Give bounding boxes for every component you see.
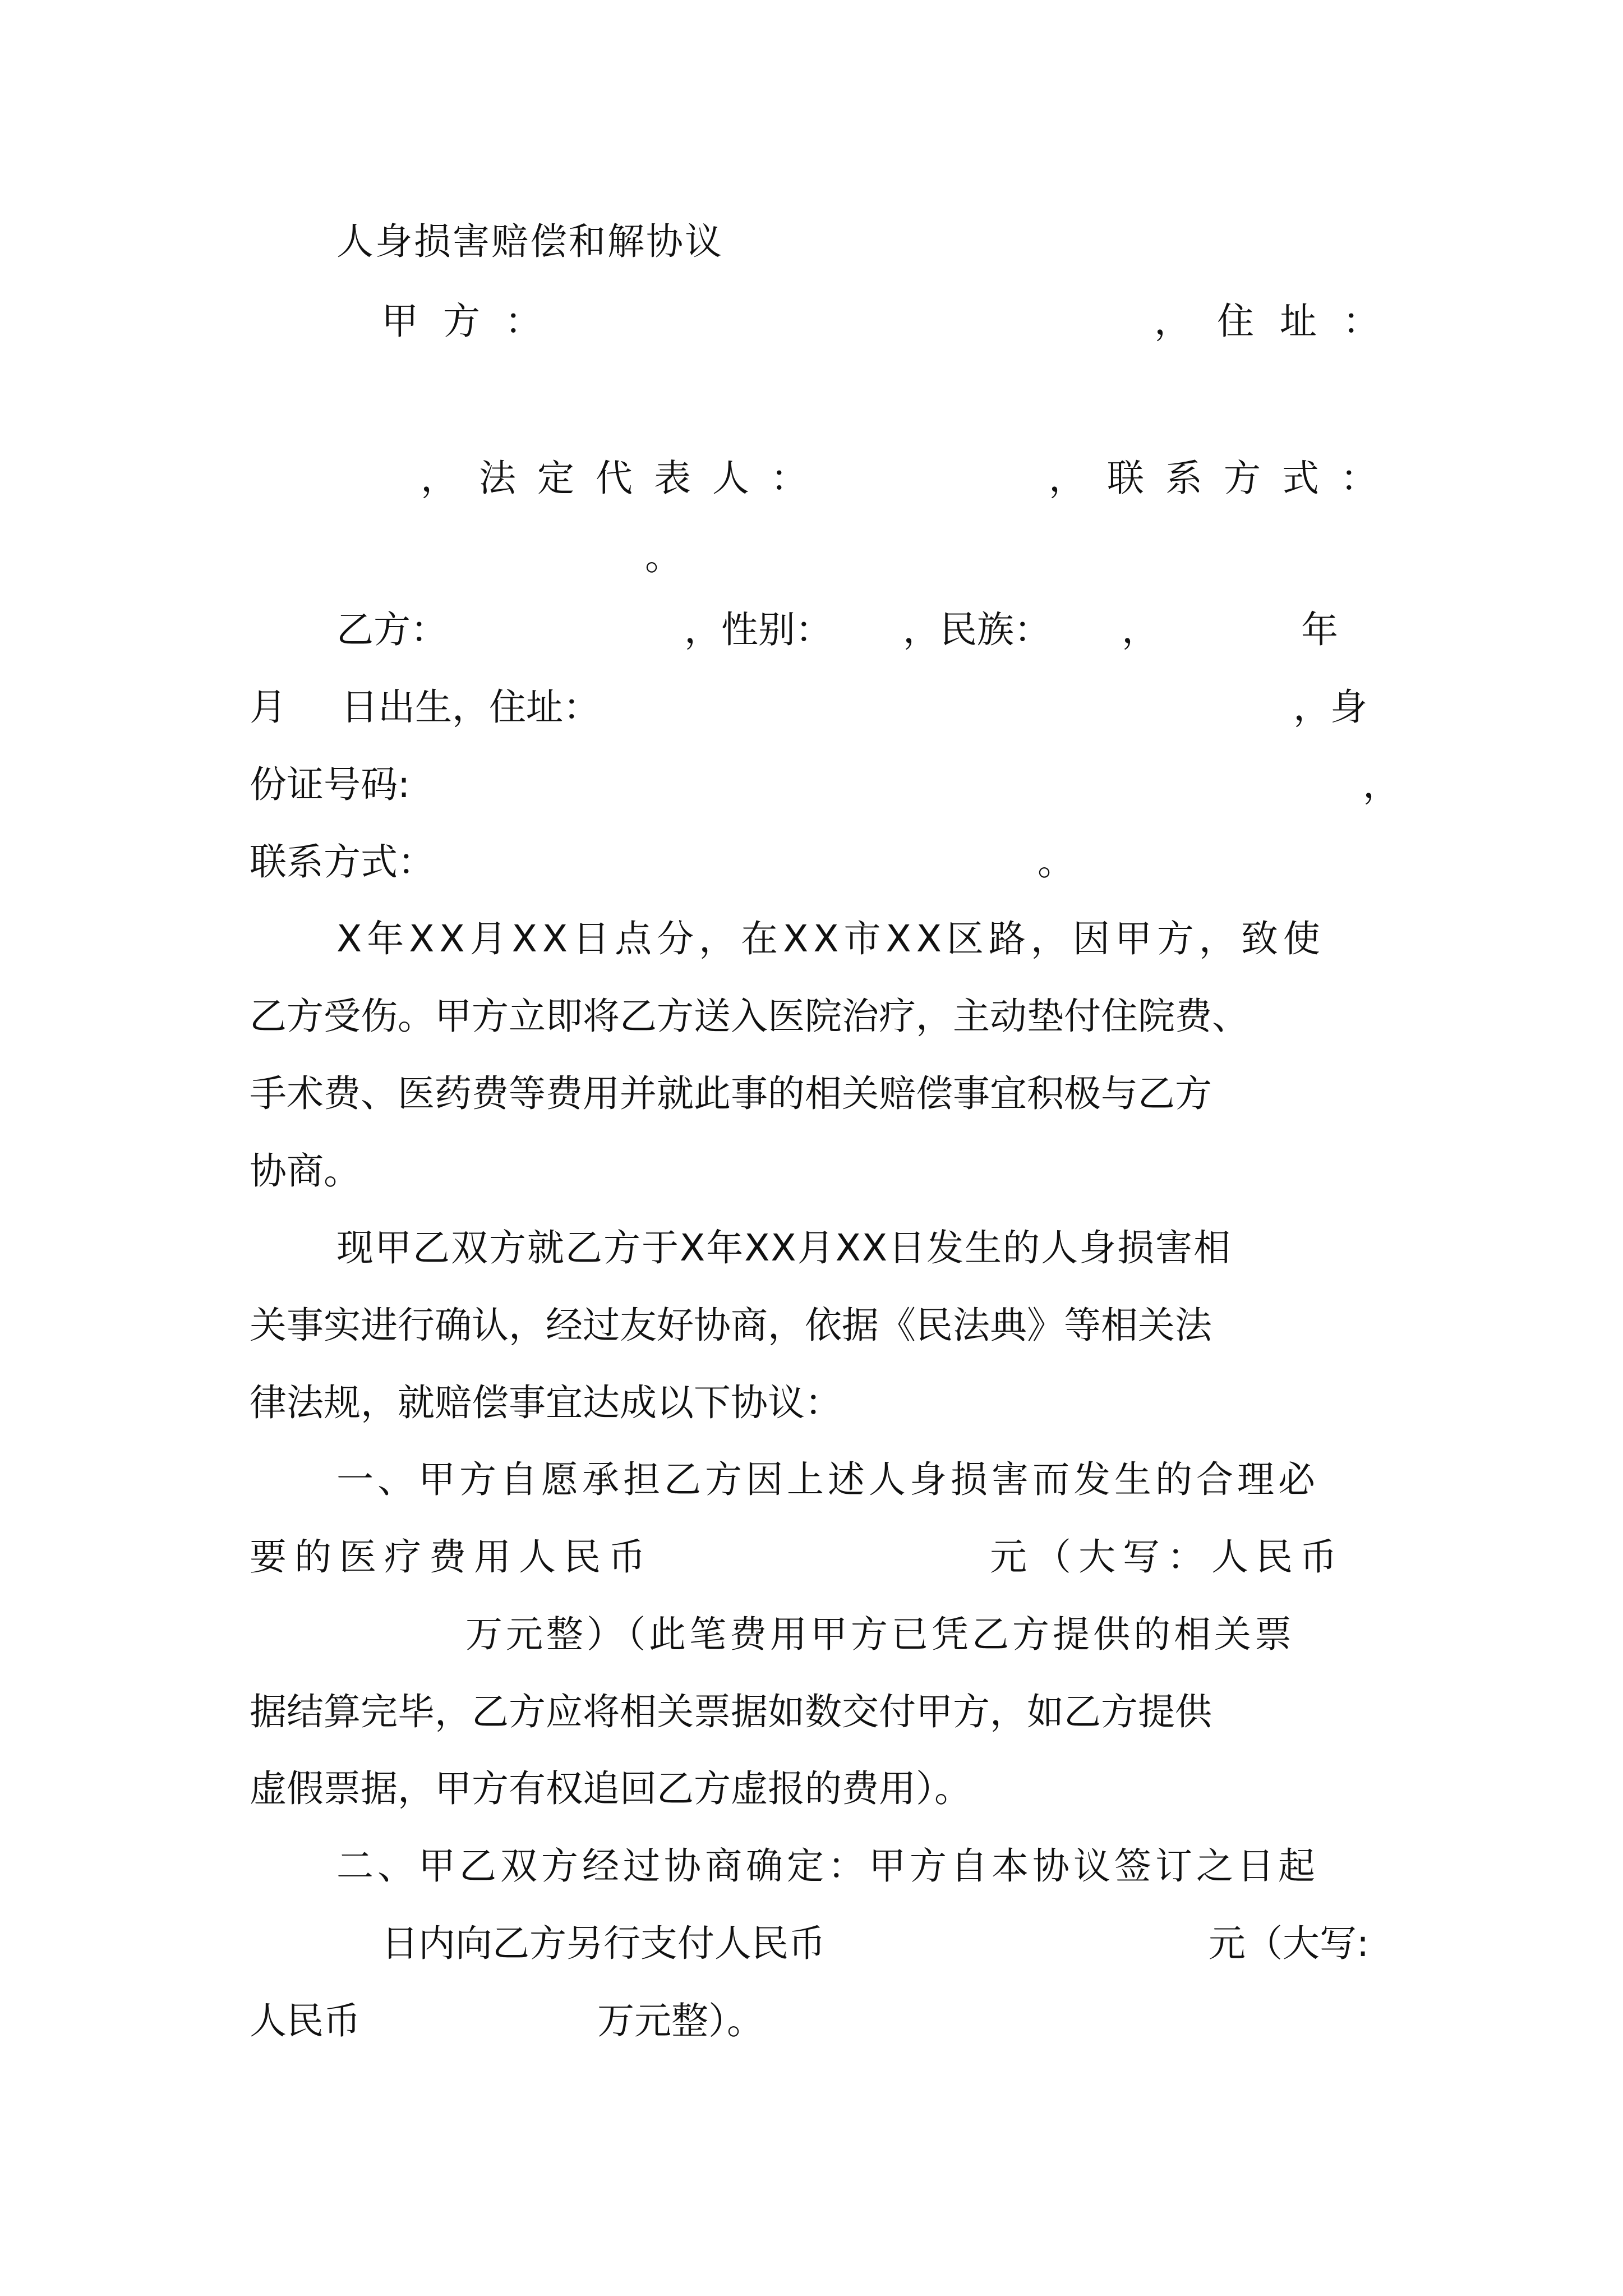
- clause-2-line-2b: 元（大写:: [1209, 1922, 1370, 1965]
- clause-2-line-2a: 日内向乙方另行支付人民币: [381, 1922, 826, 1965]
- party-b-year-label: 年: [1301, 608, 1338, 651]
- incident-line-4: 协商。: [250, 1149, 361, 1193]
- clause-1-line-5: 虚假票据，甲方有权追回乙方虚报的费用）。: [250, 1767, 971, 1810]
- party-a-contact-label: ，联系方式：: [1049, 457, 1399, 500]
- clause-2-line-3a: 人民币: [250, 1999, 361, 2042]
- party-a-legal-rep-label: ，法定代表人：: [421, 457, 829, 500]
- clause-1-line-2b: 元（大写：人民币: [990, 1535, 1344, 1579]
- party-b-contact-label: 联系方式：: [250, 840, 435, 884]
- party-b-ethnicity-label: ，民族：: [903, 608, 1051, 651]
- party-b-id-end: ，: [1363, 763, 1400, 806]
- party-b-end-mark: 。: [1038, 840, 1075, 884]
- incident-line-3: 手术费、医药费等费用并就此事的相关赔偿事宜积极与乙方: [250, 1072, 1212, 1115]
- party-b-label: 乙方：: [336, 608, 448, 651]
- confirmation-line-1: 现甲乙双方就乙方于X年XX月XX日发生的人身损害相: [336, 1226, 1232, 1269]
- party-a-label: 甲方：: [381, 300, 566, 343]
- party-b-comma: ，: [1122, 608, 1159, 651]
- confirmation-line-3: 律法规，就赔偿事宜达成以下协议：: [250, 1381, 842, 1424]
- party-b-gender-label: ，性别：: [684, 608, 832, 651]
- clause-1-line-2a: 要的医疗费用人民币: [250, 1535, 653, 1579]
- clause-1-line-3: 万元整）（此笔费用甲方已凭乙方提供的相关票: [465, 1613, 1295, 1656]
- incident-line-1: X年XX月XX日点分，在XX市XX区路，因甲方，致使: [336, 917, 1325, 960]
- party-b-id-label-part1: ，身: [1293, 685, 1367, 729]
- incident-line-2: 乙方受伤。甲方立即将乙方送入医院治疗，主动垫付住院费、: [250, 995, 1249, 1038]
- clause-1-line-1: 一、甲方自愿承担乙方因上述人身损害而发生的合理必: [336, 1458, 1319, 1501]
- party-a-end-mark: 。: [645, 535, 682, 578]
- party-a-address-label: ，住址：: [1154, 300, 1405, 343]
- clause-1-line-4: 据结算完毕，乙方应将相关票据如数交付甲方，如乙方提供: [250, 1690, 1212, 1733]
- party-b-id-label-part2: 份证号码:: [250, 763, 411, 806]
- clause-2-line-3b: 万元整）。: [597, 1999, 764, 2042]
- confirmation-line-2: 关事实进行确认，经过友好协商，依据《民法典》等相关法: [250, 1304, 1212, 1347]
- party-b-birth-address-label: 日出生，住址：: [341, 685, 600, 729]
- clause-2-line-1: 二、甲乙双方经过协商确定：甲方自本协议签订之日起: [336, 1844, 1319, 1888]
- document-title: 人身损害赔偿和解协议: [336, 220, 723, 263]
- party-b-month-label: 月: [250, 685, 287, 729]
